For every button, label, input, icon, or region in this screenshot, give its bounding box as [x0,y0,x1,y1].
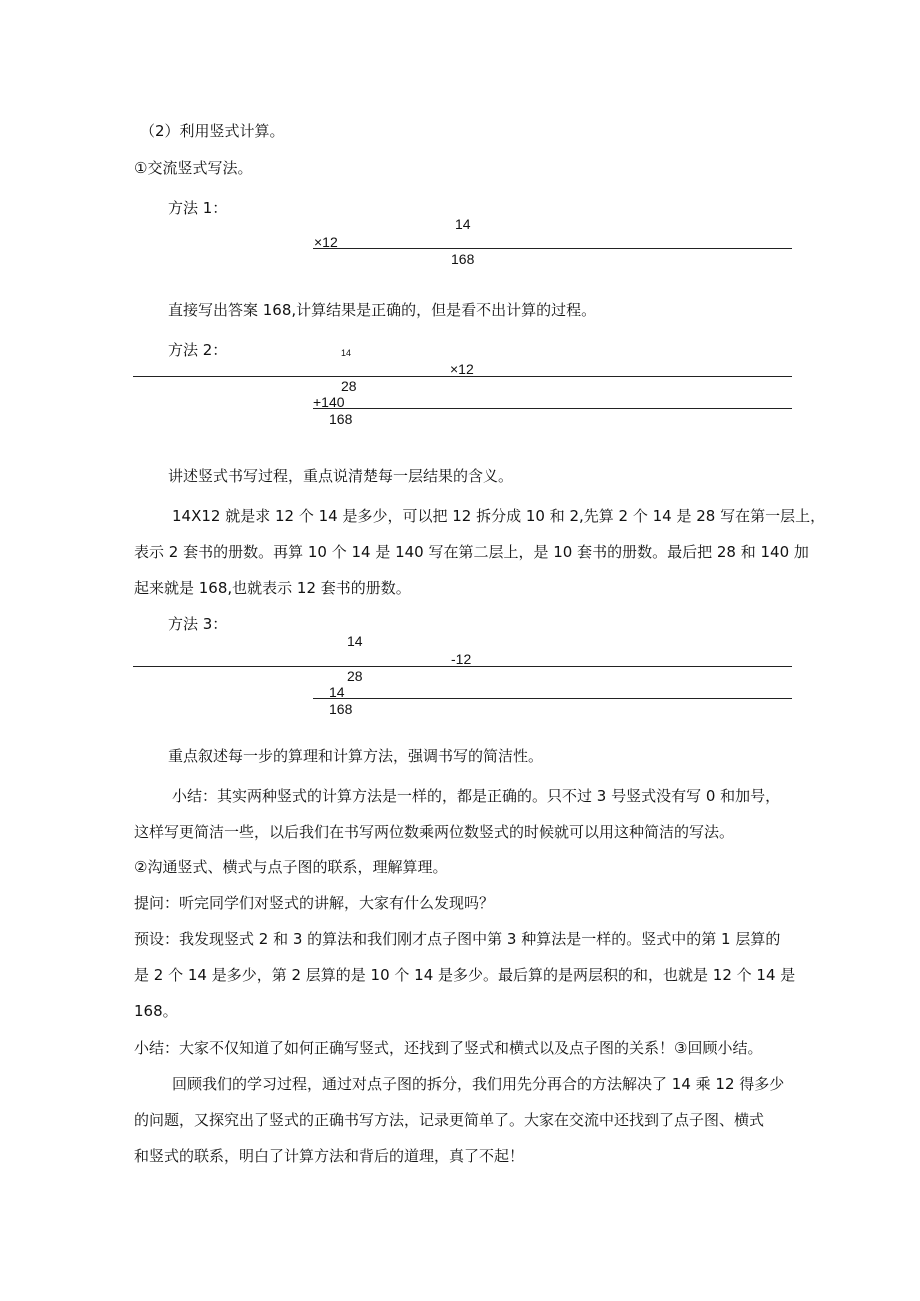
method-1-label: 方法 1： [168,199,228,217]
preset-line-3: 168。 [134,1002,178,1020]
method-1-result: 168 [451,251,475,267]
explain-line-2: 表示 2 套书的册数。再算 10 个 14 是 140 写在第二层上，是 10 套书的册数。最后把 28 和 140 加 [134,543,809,561]
preset-line-2: 是 2 个 14 是多少，第 2 层算的是 10 个 14 是多少。最后算的是两层积的和，也就是 12 个 14 是 [134,966,796,984]
method-2-label: 方法 2： [168,341,228,359]
review-line-3: 和竖式的联系，明白了计算方法和背后的道理，真了不起！ [134,1147,525,1165]
method-1-multiplier: ×12 [314,234,338,250]
method-2-multiplicand: 14 [341,348,352,358]
review-line-2: 的问题，又探究出了竖式的正确书写方法，记录更简单了。大家在交流中还找到了点子图、横式 [134,1111,765,1129]
step2-heading: （2）利用竖式计算。 [140,122,285,140]
method-3-comment: 重点叙述每一步的算理和计算方法，强调书写的简洁性。 [168,747,544,765]
summary-1-line-1: 小结：其实两种竖式的计算方法是一样的，都是正确的。只不过 3 号竖式没有写 0 和加号， [172,787,781,805]
method-2-rule-1 [133,376,792,377]
summary-1-line-2: 这样写更简洁一些，以后我们在书写两位数乘两位数竖式的时候就可以用这种简洁的写法。 [134,823,735,841]
method-1-rule [313,248,792,249]
explain-line-1: 14X12 就是求 12 个 14 是多少，可以把 12 拆分成 10 和 2,先算 2 个 14 是 28 写在第一层上， [172,507,826,525]
question-text: 提问：听完同学们对竖式的讲解，大家有什么发现吗？ [134,894,495,912]
method-3-rule-1 [133,666,792,667]
method-3-result: 168 [329,701,353,717]
method-3-rule-2 [313,698,792,699]
method-3-label: 方法 3： [168,615,228,633]
method-2-comment: 讲述竖式书写过程，重点说清楚每一层结果的含义。 [168,467,514,485]
method-1-comment: 直接写出答案 168,计算结果是正确的，但是看不出计算的过程。 [168,301,597,319]
method-2-result: 168 [329,411,353,427]
method-1-multiplicand: 14 [455,216,471,232]
preset-line-1: 预设：我发现竖式 2 和 3 的算法和我们刚才点子图中第 3 种算法是一样的。竖式中的第 1 层算的 [134,930,781,948]
review-line-1: 回顾我们的学习过程，通过对点子图的拆分，我们用先分再合的方法解决了 14 乘 12 得多少 [172,1075,785,1093]
subsection-1-title: ①交流竖式写法。 [134,159,253,177]
method-2-multiplier: ×12 [450,361,474,377]
explain-line-3: 起来就是 168,也就表示 12 套书的册数。 [134,579,411,597]
method-2-partial-2: +140 [313,394,345,410]
method-3-partial-1: 28 [347,668,363,684]
method-3-multiplicand: 14 [347,633,363,649]
method-2-rule-2 [313,408,792,409]
summary-2: 小结：大家不仅知道了如何正确写竖式，还找到了竖式和横式以及点子图的关系！③回顾小结。 [134,1039,763,1057]
method-3-partial-2: 14 [329,684,345,700]
subsection-2-title: ②沟通竖式、横式与点子图的联系，理解算理。 [134,858,448,876]
method-2-partial-1: 28 [341,378,357,394]
method-3-multiplier: -12 [451,651,472,667]
